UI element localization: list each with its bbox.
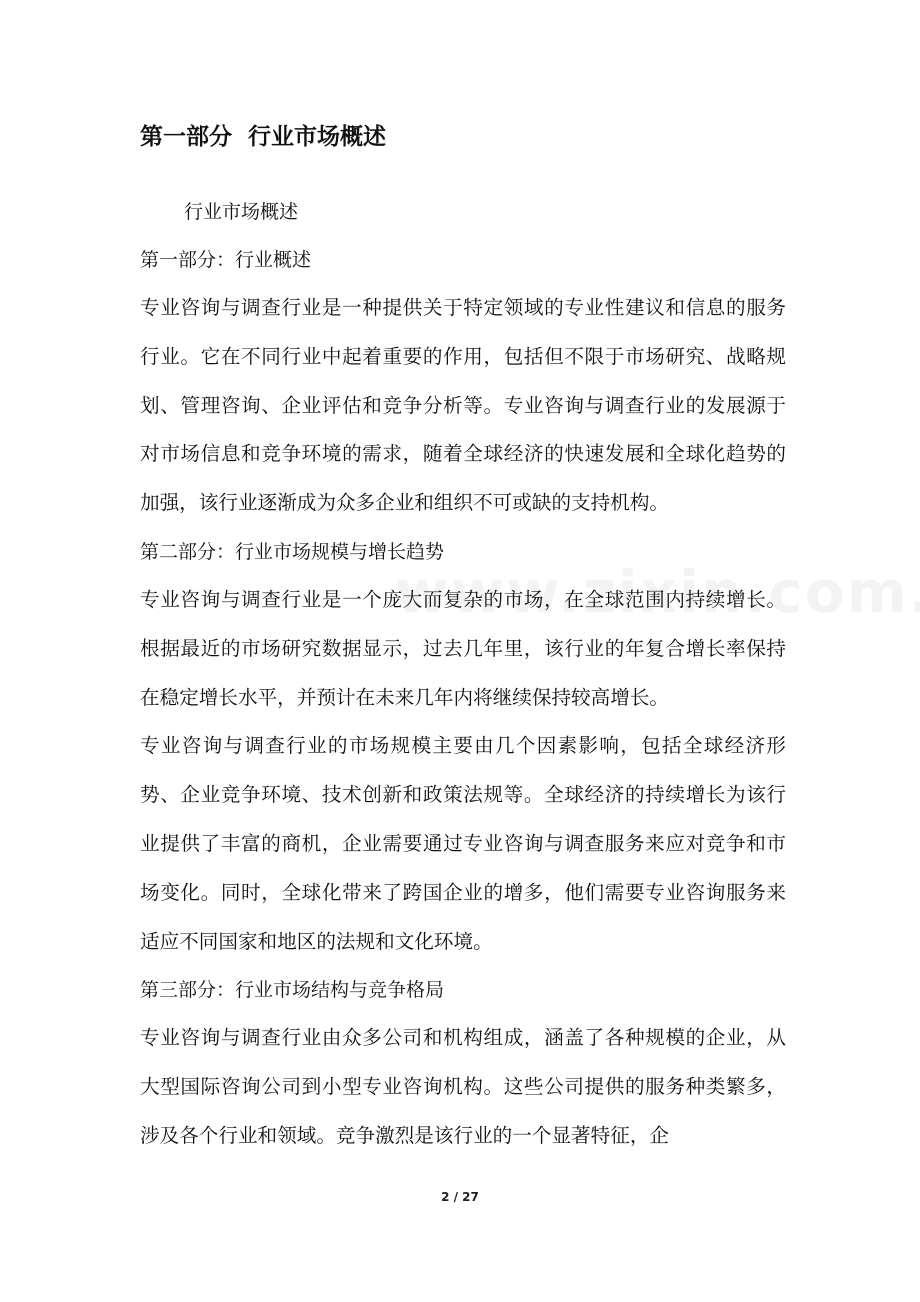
page-number: 2 / 27	[441, 1190, 479, 1204]
section-heading-2: 第二部分：行业市场规模与增长趋势	[140, 540, 445, 563]
paragraph-4: 专业咨询与调查行业由众多公司和机构组成，涵盖了各种规模的企业，从大型国际咨询公司到小型专业咨询机构。这些公司提供的服务种类繁多，涉及各个行业和领域。竞争激烈是该行业的一个显著特征，企	[140, 1026, 786, 1147]
page-heading: 第一部分 行业市场概述	[140, 124, 387, 150]
subtitle: 行业市场概述	[184, 201, 299, 223]
paragraph-2: 专业咨询与调查行业是一个庞大而复杂的市场，在全球范围内持续增长。根据最近的市场研究数据显示，过去几年里，该行业的年复合增长率保持在稳定增长水平，并预计在未来几年内将继续保持较高增长。	[140, 587, 786, 709]
paragraph-3: 专业咨询与调查行业的市场规模主要由几个因素影响，包括全球经济形势、企业竞争环境、技术创新和政策法规等。全球经济的持续增长为该行业提供了丰富的商机，企业需要通过专业咨询与调查服务来应对竞争和市场变化。同时，全球化带来了跨国企业的增多，他们需要专业咨询服务来适应不同国家和地区的法规和文化环境。	[140, 734, 786, 953]
paragraph-1: 专业咨询与调查行业是一种提供关于特定领域的专业性建议和信息的服务行业。它在不同行业中起着重要的作用，包括但不限于市场研究、战略规划、管理咨询、企业评估和竞争分析等。专业咨询与调查行业的发展源于对市场信息和竞争环境的需求，随着全球经济的快速发展和全球化趋势的加强，该行业逐渐成为众多企业和组织不可或缺的支持机构。	[140, 296, 786, 515]
section-heading-1: 第一部分：行业概述	[140, 249, 312, 271]
section-heading-3: 第三部分：行业市场结构与竞争格局	[140, 979, 445, 1002]
page-content	[140, 118, 786, 1161]
